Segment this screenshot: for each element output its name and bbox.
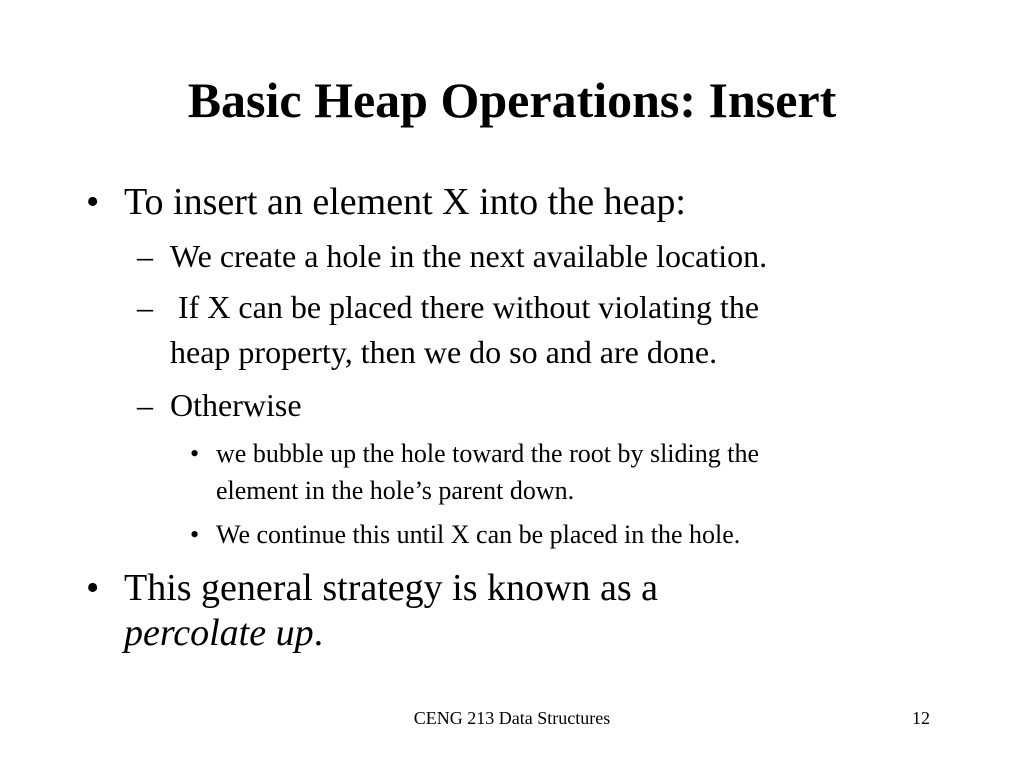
sub-sub-bullet-marker: • <box>190 520 200 549</box>
slide-title: Basic Heap Operations: Insert <box>187 72 837 128</box>
emphasis-term: percolate up <box>124 612 314 654</box>
sub-bullet-marker: – <box>137 238 153 274</box>
footer-course: CENG 213 Data Structures <box>413 708 611 728</box>
bullet-text-line-2 <box>124 611 658 656</box>
sub-sub-bullet-text-line: we bubble up the hole toward the root by sliding the <box>216 439 760 468</box>
sub-bullet-text: Otherwise <box>170 387 302 423</box>
bullet-marker: • <box>86 567 100 609</box>
sub-sub-bullet-text: We continue this until X can be placed in the hole. <box>216 520 741 549</box>
sub-sub-bullet-text-line: element in the hole’s parent down. <box>216 476 575 505</box>
bullet-item <box>86 180 686 225</box>
sub-sub-bullet-item <box>190 435 759 509</box>
sub-bullet-text: We create a hole in the next available location. <box>170 238 768 274</box>
sub-sub-bullet-item <box>190 516 740 553</box>
slide-number: 12 <box>912 708 930 728</box>
sub-bullet-marker: – <box>137 289 153 325</box>
bullet-item <box>86 566 658 656</box>
bullet-marker: • <box>86 181 100 223</box>
sub-bullet-item <box>137 383 302 428</box>
sub-bullet-marker: – <box>137 387 153 423</box>
bullet-text-line: This general strategy is known as a <box>124 567 658 609</box>
sub-bullet-text-line: If X can be placed there without violating the <box>170 289 760 325</box>
sub-bullet-item <box>137 285 759 375</box>
sub-bullet-item <box>137 234 767 279</box>
sub-sub-bullet-marker: • <box>190 439 200 468</box>
period: . <box>313 612 324 654</box>
sub-bullet-text-line: heap property, then we do so and are done. <box>170 334 718 370</box>
bullet-text: To insert an element X into the heap: <box>124 181 686 223</box>
